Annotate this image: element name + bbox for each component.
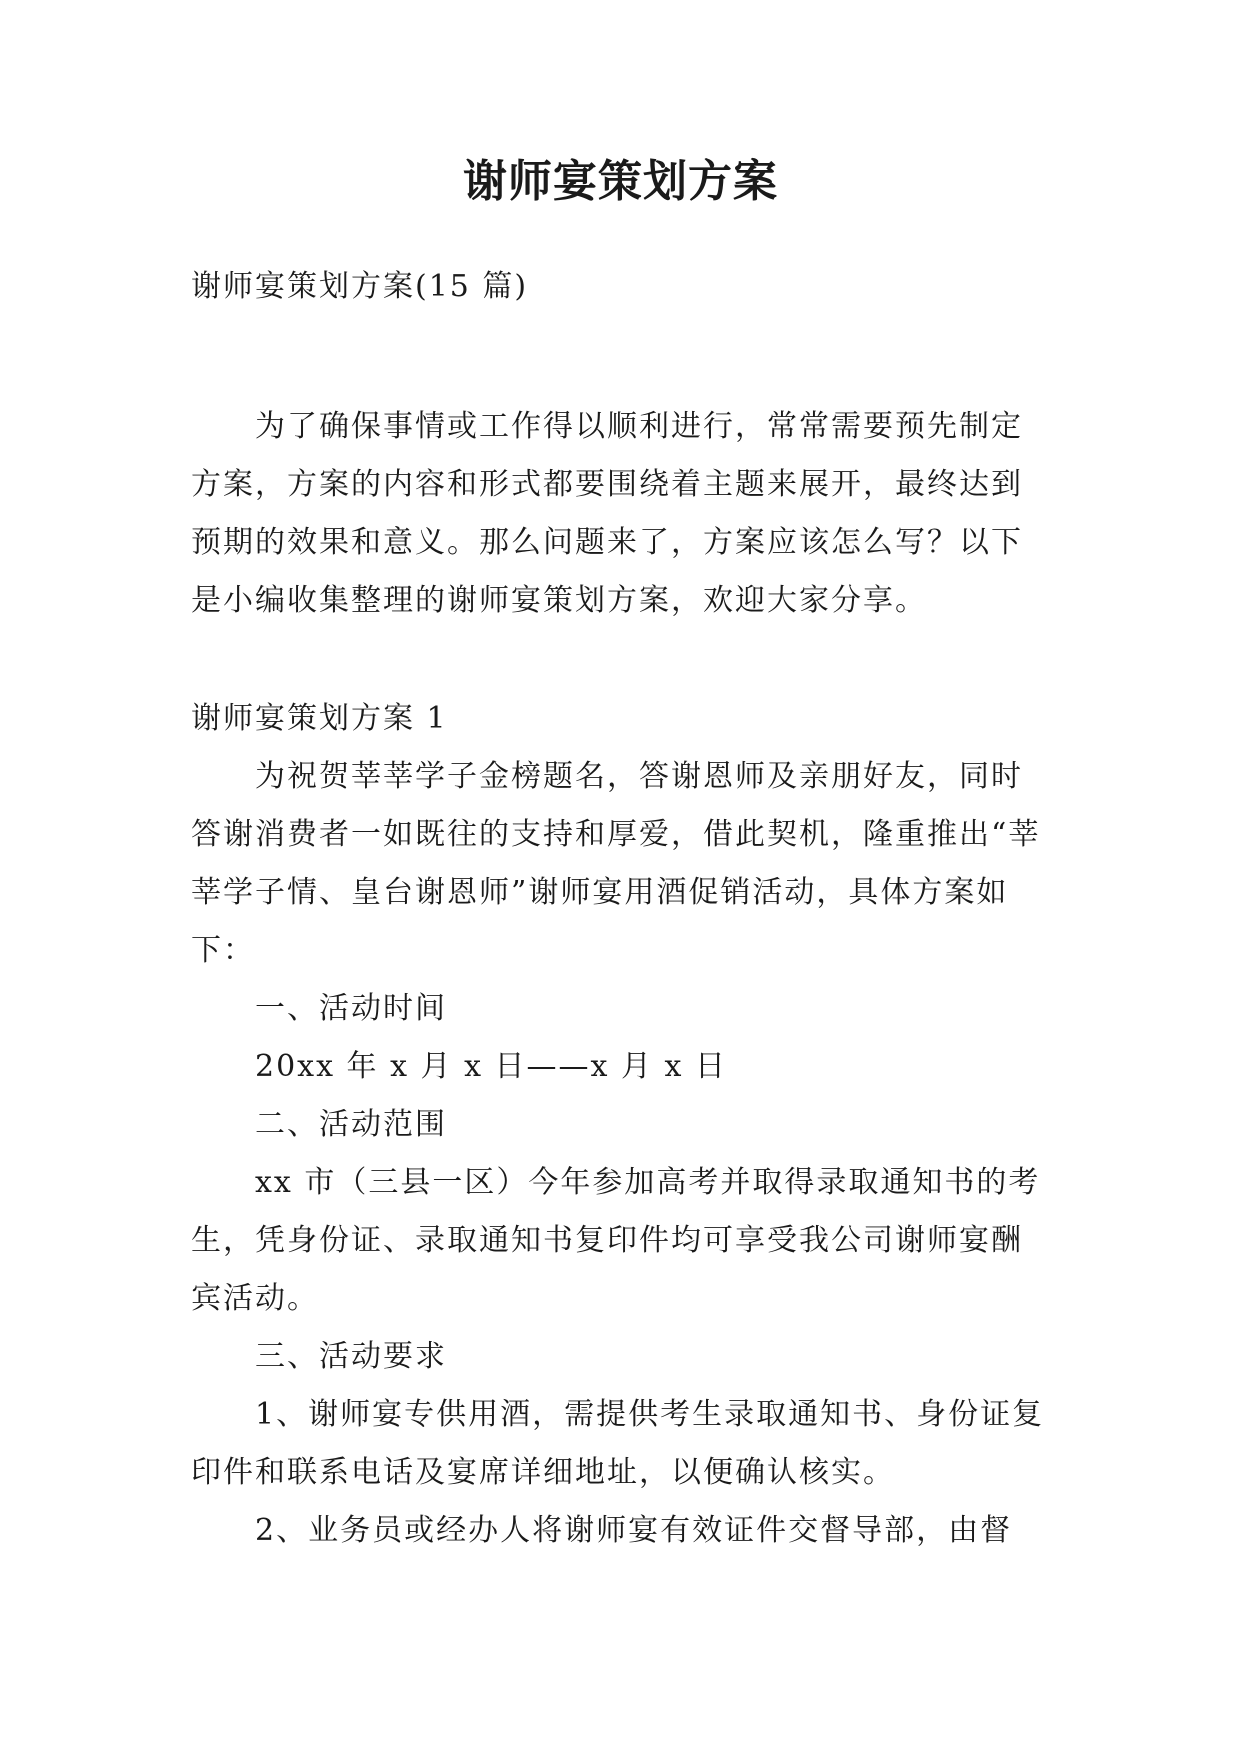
body-paragraph-scope: xx 市（三县一区）今年参加高考并取得录取通知书的考生，凭身份证、录取通知书复印件均可享受我公司谢师宴酬宾活动。 — [191, 1165, 1041, 1316]
section-heading: 谢师宴策划方案 1 — [191, 701, 448, 736]
document-subtitle: 谢师宴策划方案(15 篇) — [191, 269, 529, 304]
document-title: 谢师宴策划方案 — [463, 156, 778, 207]
body-paragraph-date: 20xx 年 x 月 x 日——x 月 x 日 — [255, 1049, 727, 1084]
section-body — [191, 748, 1051, 1560]
body-paragraph: 为祝贺莘莘学子金榜题名，答谢恩师及亲朋好友，同时答谢消费者一如既往的支持和厚爱，借此契机，隆重推出“莘莘学子情、皇台谢恩师”谢师宴用酒促销活动，具体方案如下： — [191, 759, 1041, 968]
body-heading-time: 一、活动时间 — [255, 991, 447, 1026]
intro-paragraph: 为了确保事情或工作得以顺利进行，常常需要预先制定方案，方案的内容和形式都要围绕着主题来展开，最终达到预期的效果和意义。那么问题来了，方案应该怎么写？以下是小编收集整理的谢师宴策划方案，欢迎大家分享。 — [191, 409, 1023, 618]
body-heading-requirements: 三、活动要求 — [255, 1339, 447, 1374]
body-heading-scope: 二、活动范围 — [255, 1107, 447, 1142]
body-paragraph-req1: 1、谢师宴专供用酒，需提供考生录取通知书、身份证复印件和联系电话及宴席详细地址，以便确认核实。 — [191, 1397, 1045, 1490]
body-paragraph-req2: 2、业务员或经办人将谢师宴有效证件交督导部，由督 — [255, 1513, 1013, 1548]
